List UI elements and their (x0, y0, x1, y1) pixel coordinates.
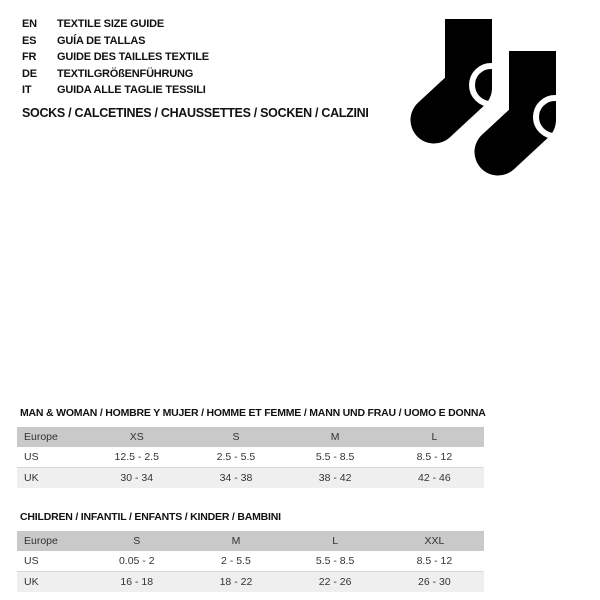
size-value-cell: 5.5 - 8.5 (315, 555, 355, 567)
table-row-uk (17, 468, 484, 489)
adult-header-row (17, 427, 484, 447)
sock-left (434, 19, 510, 120)
size-header-cell: S (133, 535, 141, 547)
row-label: US (24, 555, 39, 567)
table-row-us (17, 447, 484, 468)
language-label: GUIDE DES TAILLES TEXTILE (57, 51, 209, 64)
children-size-section (17, 511, 484, 592)
language-label: TEXTILE SIZE GUIDE (57, 18, 165, 31)
size-header-cell: S (232, 431, 240, 443)
row-label: UK (24, 472, 39, 484)
size-value-cell: 16 - 18 (120, 576, 154, 588)
size-value-cell: 8.5 - 12 (416, 451, 453, 463)
sock-right (498, 51, 574, 152)
language-row-it (22, 82, 209, 99)
language-code: FR (22, 51, 37, 64)
size-header-cell: XS (129, 431, 144, 443)
size-header-cell: XXL (424, 535, 445, 547)
language-row-en (22, 16, 209, 33)
children-size-table (17, 531, 484, 592)
region-header-cell: Europe (24, 431, 58, 443)
size-value-cell: 30 - 34 (120, 472, 154, 484)
size-value-cell: 2.5 - 5.5 (216, 451, 256, 463)
size-header-cell: M (330, 431, 340, 443)
size-value-cell: 26 - 30 (418, 576, 451, 588)
size-value-cell: 2 - 5.5 (221, 555, 251, 567)
language-code: EN (22, 18, 37, 31)
size-value-cell: 0.05 - 2 (118, 555, 155, 567)
size-value-cell: 38 - 42 (318, 472, 352, 484)
language-code: DE (22, 67, 37, 80)
language-label: GUIDA ALLE TAGLIE TESSILI (57, 84, 206, 97)
adult-size-table (17, 427, 484, 488)
language-row-fr (22, 49, 209, 66)
row-label: UK (24, 576, 39, 588)
size-value-cell: 18 - 22 (219, 576, 253, 588)
size-value-cell: 5.5 - 8.5 (315, 451, 355, 463)
size-header-cell: L (332, 535, 339, 547)
size-header-cell: M (231, 535, 241, 547)
language-list (22, 16, 209, 99)
category-line: SOCKS / CALCETINES / CHAUSSETTES / SOCKEN / CALZINI (22, 106, 369, 120)
language-code: ES (22, 34, 37, 47)
size-value-cell: 8.5 - 12 (416, 555, 453, 567)
adult-size-section (17, 407, 484, 488)
children-header-row (17, 531, 484, 551)
table-row-us (17, 551, 484, 572)
language-row-es (22, 33, 209, 50)
size-value-cell: 42 - 46 (418, 472, 451, 484)
language-code: IT (22, 84, 32, 97)
children-table-title: CHILDREN / INFANTIL / ENFANTS / KINDER / BAMBINI (20, 511, 281, 523)
row-label: US (24, 451, 39, 463)
size-value-cell: 12.5 - 2.5 (114, 451, 159, 463)
adult-table-title: MAN & WOMAN / HOMBRE Y MUJER / HOMME ET FEMME / MANN UND FRAU / UOMO E DONNA (20, 407, 486, 419)
size-value-cell: 22 - 26 (318, 576, 352, 588)
size-header-cell: L (431, 431, 438, 443)
table-row-uk (17, 572, 484, 593)
language-label: GUÍA DE TALLAS (57, 34, 146, 47)
language-row-de (22, 66, 209, 83)
language-label: TEXTILGRÖßENFÜHRUNG (57, 67, 194, 80)
size-value-cell: 34 - 38 (219, 472, 253, 484)
socks-icon (400, 5, 580, 185)
region-header-cell: Europe (24, 535, 58, 547)
